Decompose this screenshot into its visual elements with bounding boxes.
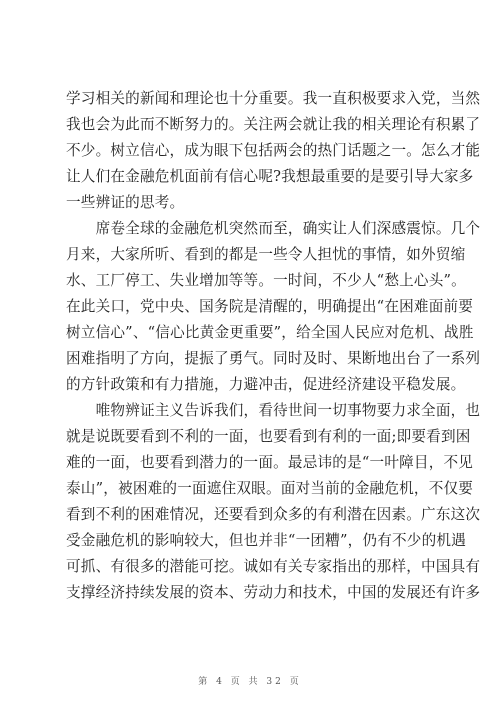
text-line: 困难指明了方向，提振了勇气。同时及时、果断地出台了一系列 [66,350,481,367]
paragraph-2 [66,216,481,398]
text-line: 看到不利的困难情况，还要看到众多的有利潜在因素。广东这次 [66,506,481,523]
text-line: 树立信心”、“信心比黄金更重要”，给全国人民应对危机、战胜 [66,324,474,341]
text-line: 唯物辨证主义告诉我们，看待世间一切事物要力求全面，也 [66,402,481,419]
text-line: 就是说既要看到不利的一面，也要看到有利的一面;即要看到困 [66,428,471,445]
text-line: 的方针政策和有力措施，力避冲击，促进经济建设平稳发展。 [66,376,466,393]
text-line: 在此关口，党中央、国务院是清醒的，明确提出“在困难面前要 [66,298,474,315]
text-line: 水、工厂停工、失业增加等等。一时间，不少人“愁上心头”。 [66,272,466,289]
text-line: 受金融危机的影响较大，但也并非“一团糟”，仍有不少的机遇 [66,532,466,549]
text-line: 难的一面，也要看到潜力的一面。最忌讳的是“一叶障目，不见 [66,454,474,471]
text-line: 一些辨证的思考。 [66,194,185,211]
text-line: 让人们在金融危机面前有信心呢?我想最重要的是要引导大家多 [66,168,474,185]
document-body [66,86,481,606]
paragraph-1 [66,86,481,216]
text-line: 我也会为此而不断努力的。关注两会就让我的相关理论有积累了 [66,116,481,133]
text-line: 月来，大家所听、看到的都是一些令人担忧的事情，如外贸缩 [66,246,466,263]
text-line: 支撑经济持续发展的资本、劳动力和技术，中国的发展还有许多 [66,584,481,601]
text-line: 学习相关的新闻和理论也十分重要。我一直积极要求入党，当然 [66,90,481,107]
text-line: 泰山”，被困难的一面遮住双眼。面对当前的金融危机，不仅要 [66,480,474,497]
text-line: 席卷全球的金融危机突然而至，确实让人们深感震惊。几个 [66,220,481,237]
paragraph-3 [66,398,481,606]
page-number-footer: 第 4 页 共 32 页 [198,677,302,687]
text-line: 不少。树立信心，成为眼下包括两会的热门话题之一。怎么才能 [66,142,481,159]
text-line: 可抓、有很多的潜能可挖。诚如有关专家指出的那样，中国具有 [66,558,481,575]
